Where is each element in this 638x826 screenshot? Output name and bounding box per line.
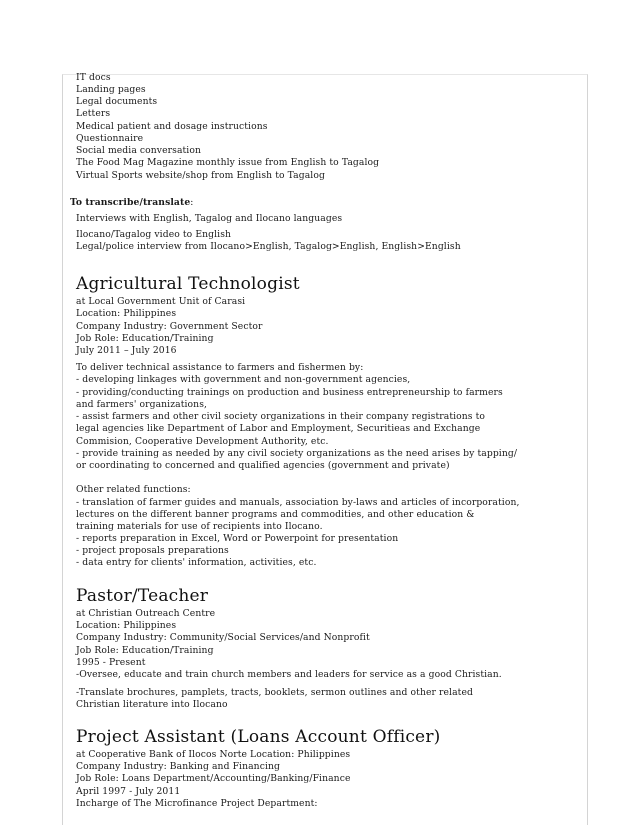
doc-list-item: Medical patient and dosage instructions xyxy=(76,121,268,132)
job-detail: Company Industry: Banking and Financing xyxy=(76,761,280,772)
job-duty: Commision, Cooperative Development Authority, etc. xyxy=(76,436,329,447)
job-duty: or coordinating to concerned and qualified agencies (government and private) xyxy=(76,460,450,471)
transcribe-item: Interviews with English, Tagalog and Ilocano languages xyxy=(76,213,343,224)
transcribe-item: Legal/police interview from Ilocano>English, Tagalog>English, English>English xyxy=(76,241,461,252)
job-detail: Location: Philippines xyxy=(76,620,177,631)
job-other: - translation of farmer guides and manuals, association by-laws and articles of incorporation, xyxy=(76,497,520,508)
job-detail: Job Role: Education/Training xyxy=(76,333,214,344)
job-title: Agricultural Technologist xyxy=(76,274,300,294)
job-detail: Company Industry: Community/Social Services/and Nonprofit xyxy=(76,632,370,643)
doc-list-item: Questionnaire xyxy=(76,133,144,144)
job-detail: at Christian Outreach Centre xyxy=(76,608,216,619)
job-detail: April 1997 - July 2011 xyxy=(76,786,181,797)
job-other: - project proposals preparations xyxy=(76,545,229,556)
job-detail: Incharge of The Microfinance Project Department: xyxy=(76,798,318,809)
transcribe-colon: : xyxy=(190,197,194,208)
job-detail: Location: Philippines xyxy=(76,308,177,319)
job-duty: -Translate brochures, pamplets, tracts, booklets, sermon outlines and other related xyxy=(76,687,473,698)
job-title: Project Assistant (Loans Account Officer) xyxy=(76,727,441,747)
job-other: training materials for use of recipients into Ilocano. xyxy=(76,521,323,532)
job-title: Pastor/Teacher xyxy=(76,586,209,606)
doc-list-item: Letters xyxy=(76,108,111,119)
transcribe-item: Ilocano/Tagalog video to English xyxy=(76,229,232,240)
job-duty: - provide training as needed by any civil society organizations as the need arises by tapping/ xyxy=(76,448,518,459)
transcribe-heading: To transcribe/translate xyxy=(70,197,191,208)
doc-list-item: Virtual Sports website/shop from English to Tagalog xyxy=(76,170,325,181)
doc-list-item: Landing pages xyxy=(76,84,146,95)
job-duty: To deliver technical assistance to farmers and fishermen by: xyxy=(76,362,364,373)
job-duty: - developing linkages with government and non-government agencies, xyxy=(76,374,411,385)
job-detail: Company Industry: Government Sector xyxy=(76,321,263,332)
job-detail: at Cooperative Bank of Ilocos Norte Location: Philippines xyxy=(76,749,351,760)
doc-list-item: Social media conversation xyxy=(76,145,201,156)
doc-list-item: Legal documents xyxy=(76,96,158,107)
job-other: - data entry for clients' information, activities, etc. xyxy=(76,557,317,568)
job-detail: Job Role: Education/Training xyxy=(76,645,214,656)
job-other: Other related functions: xyxy=(76,484,191,495)
job-duty: Christian literature into Ilocano xyxy=(76,699,228,710)
job-duty: - providing/conducting trainings on production and business entrepreneurship to farmers xyxy=(76,387,503,398)
doc-list-item: IT docs xyxy=(76,72,111,83)
job-duty: legal agencies like Department of Labor and Employment, Securitieas and Exchange xyxy=(76,423,481,434)
job-duty: - assist farmers and other civil society organizations in their company registrations to xyxy=(76,411,486,422)
job-duty: and farmers' organizations, xyxy=(76,399,208,410)
job-other: lectures on the different banner programs and commodities, and other education & xyxy=(76,509,475,520)
job-detail: Job Role: Loans Department/Accounting/Banking/Finance xyxy=(76,773,351,784)
job-other: - reports preparation in Excel, Word or Powerpoint for presentation xyxy=(76,533,399,544)
job-detail: July 2011 – July 2016 xyxy=(76,345,177,356)
transcribe-heading-line xyxy=(70,197,193,209)
job-detail: 1995 - Present xyxy=(76,657,146,668)
job-detail: -Oversee, educate and train church members and leaders for service as a good Christian. xyxy=(76,669,502,680)
doc-list-item: The Food Mag Magazine monthly issue from English to Tagalog xyxy=(76,157,380,168)
job-detail: at Local Government Unit of Carasi xyxy=(76,296,246,307)
